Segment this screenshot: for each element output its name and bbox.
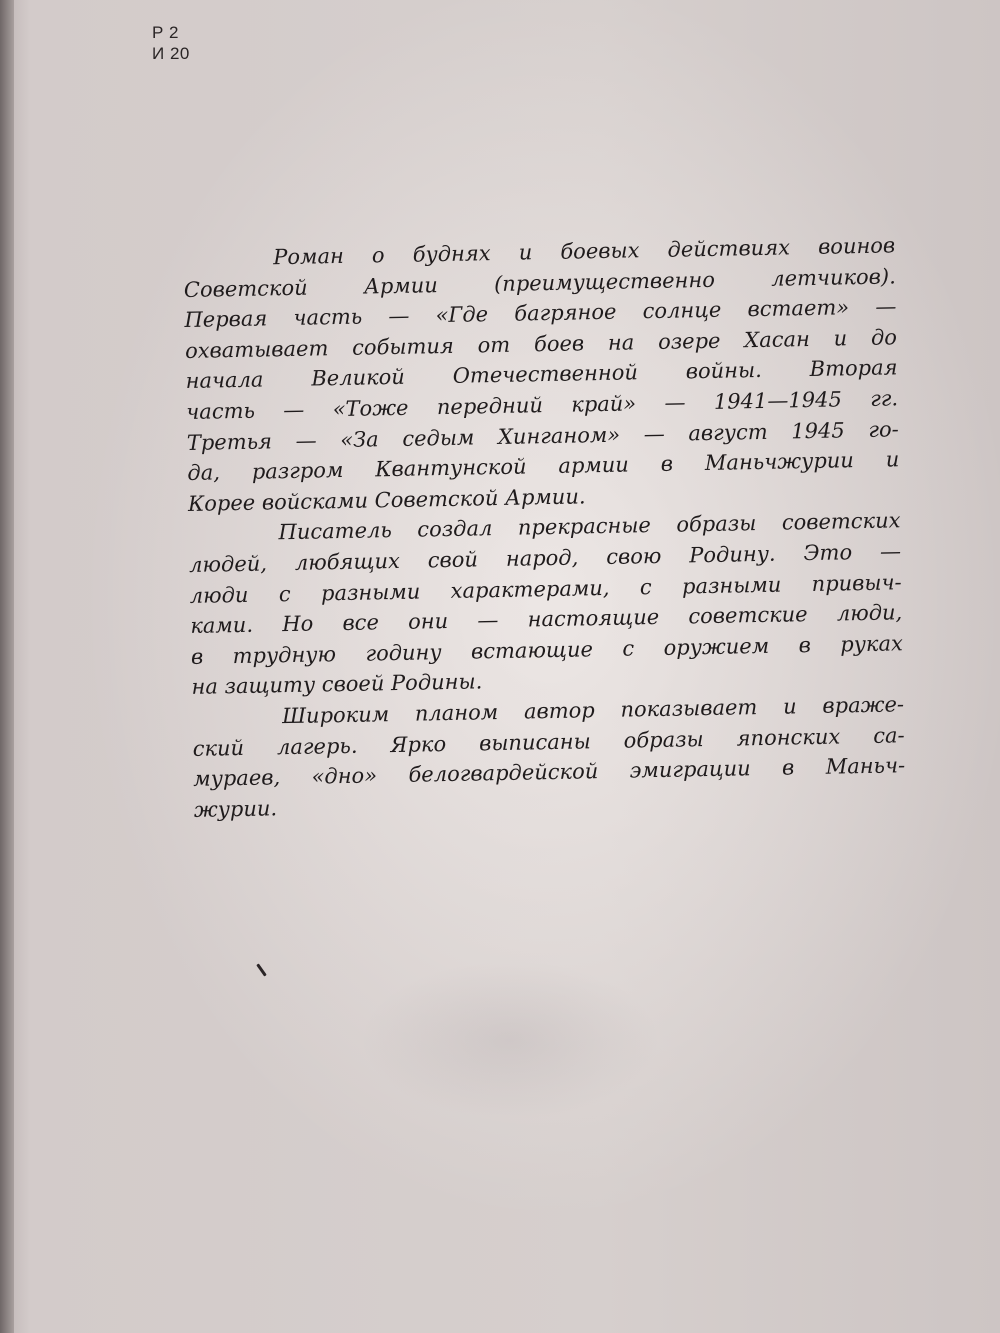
text-line: Корее войсками Советской Армии.	[187, 484, 586, 516]
text-line: да, разгром Квантунской армии в Маньчжурии и	[187, 447, 900, 486]
book-annotation	[183, 230, 906, 825]
text-line: Широким планом автор показывает и враже-	[281, 692, 905, 729]
text-line: Первая часть — «Где багряное солнце встает» —	[184, 294, 897, 333]
show-through-print	[360, 960, 660, 1120]
text-line: часть — «Тоже передний край» — 1941—1945 гг.	[185, 386, 899, 424]
text-line: Писатель создал прекрасные образы советских	[278, 508, 901, 545]
text-line: мураев, «дно» белогвардейской эмиграции в Маньч-	[193, 753, 906, 791]
text-line: охватывает события от боев на озере Хасан и до	[184, 325, 898, 363]
text-line: в трудную годину встающие с оружием в руках	[190, 630, 904, 669]
text-line: Советской Армии (преимущественно летчиков).	[183, 263, 896, 302]
text-line: Третья — «За седым Хинганом» — август 1945 го-	[186, 416, 899, 455]
text-line: начала Великой Отечественной войны. Вторая	[185, 355, 898, 394]
text-line: людей, любящих свой народ, свою Родину. Это —	[188, 539, 902, 577]
catalog-codes	[152, 22, 190, 64]
text-line: ский лагерь. Ярко выписаны образы японских са-	[192, 722, 905, 761]
annotation-paragraph-2	[188, 506, 903, 703]
text-line: люди с разными характерами, с разными привыч-	[189, 569, 902, 608]
paper-speck	[256, 963, 266, 976]
text-line: на защиту своей Родины.	[191, 669, 483, 700]
text-line: журии.	[193, 795, 278, 822]
catalog-code-author: И 20	[152, 44, 190, 63]
text-line: Роман о буднях и боевых действиях воинов	[273, 233, 896, 270]
annotation-paragraph-1	[183, 230, 900, 519]
annotation-paragraph-3	[192, 689, 906, 825]
page-edge-shadow	[0, 0, 14, 1333]
text-line: ками. Но все они — настоящие советские люди,	[190, 600, 903, 639]
catalog-code-bbk: Р 2	[152, 23, 180, 42]
